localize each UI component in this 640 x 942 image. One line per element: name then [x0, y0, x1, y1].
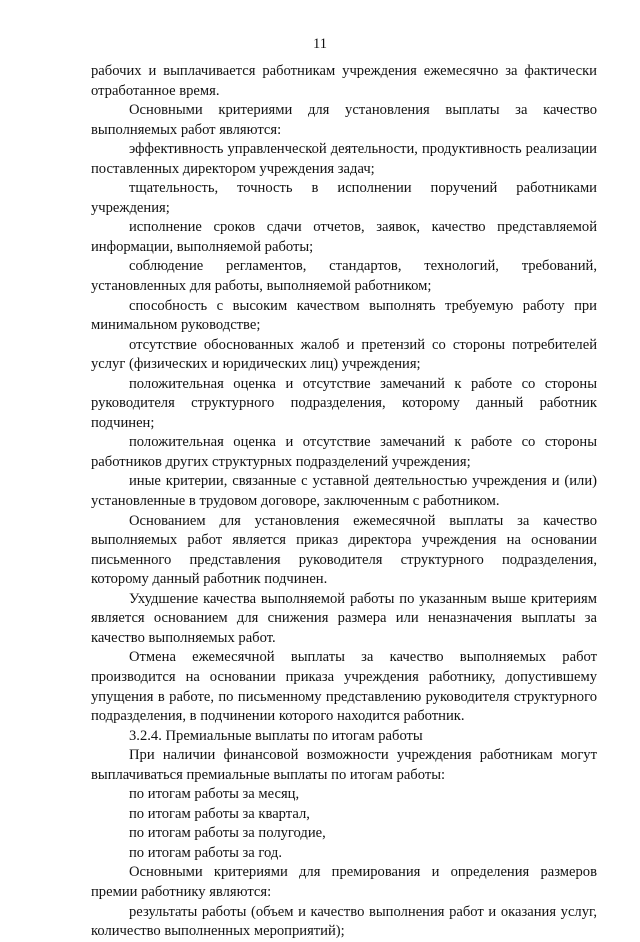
paragraph: по итогам работы за год. — [129, 844, 282, 861]
paragraph: положительная оценка и отсутствие замечаний к работе со стороны работников других структурных подразделений учреждения; — [91, 434, 597, 470]
paragraph: результаты работы (объем и качество выполнения работ и оказания услуг, количество выполненных мероприятий); — [91, 903, 597, 940]
paragraph: Основными критериями для установления выплаты за качество выполняемых работ являются: — [91, 102, 597, 138]
paragraph: исполнение сроков сдачи отчетов, заявок, качество представляемой информации, выполняемой работы; — [91, 219, 597, 255]
page-number: 11 — [313, 36, 327, 52]
paragraph: При наличии финансовой возможности учреждения работникам могут выплачиваться премиальные выплаты по итогам работы: — [91, 747, 597, 783]
paragraph: соблюдение регламентов, стандартов, технологий, требований, установленных для работы, выполняемой работником; — [91, 258, 597, 295]
paragraph: рабочих и выплачивается работникам учреждения ежемесячно за фактически отработанное время. — [91, 63, 597, 99]
paragraph: отсутствие обоснованных жалоб и претензий со стороны потребителей услуг (физических и юридических лиц) учреждения; — [91, 336, 597, 373]
paragraph: эффективность управленческой деятельности, продуктивность реализации поставленных директором учреждения задач; — [91, 141, 597, 177]
paragraph: тщательность, точность в исполнении поручений работниками учреждения; — [91, 180, 597, 216]
paragraph: по итогам работы за месяц, — [129, 786, 300, 803]
document-body — [91, 62, 597, 942]
paragraph: иные критерии, связанные с уставной деятельностью учреждения и (или) установленные в трудовом договоре, заключенным с работником. — [91, 473, 597, 510]
paragraph: способность с высоким качеством выполнять требуемую работу при минимальном руководстве; — [91, 297, 597, 334]
paragraph: по итогам работы за квартал, — [129, 805, 310, 822]
paragraph: положительная оценка и отсутствие замечаний к работе со стороны руководителя структурного подразделения, которому данный работник подчинен; — [91, 375, 597, 431]
paragraph: Отмена ежемесячной выплаты за качество выполняемых работ производится на основании приказа учреждения работнику, допустившему упущения в работе, по письменному представлению руководителя структурного подразделения, в подчинении которого находится работник. — [91, 649, 597, 725]
paragraph: Ухудшение качества выполняемой работы по указанным выше критериям является основанием для снижения размера или неназначения выплаты за качество выполняемых работ. — [91, 590, 597, 646]
paragraph: Основными критериями для премирования и определения размеров премии работнику являются: — [91, 864, 597, 900]
paragraph: по итогам работы за полугодие, — [129, 825, 326, 842]
paragraph: 3.2.4. Премиальные выплаты по итогам работы — [129, 727, 423, 744]
paragraph: Основанием для установления ежемесячной выплаты за качество выполняемых работ является приказ директора учреждения на основании письменного представления руководителя структурного подразделения, которому данный работник подчинен. — [91, 512, 597, 588]
